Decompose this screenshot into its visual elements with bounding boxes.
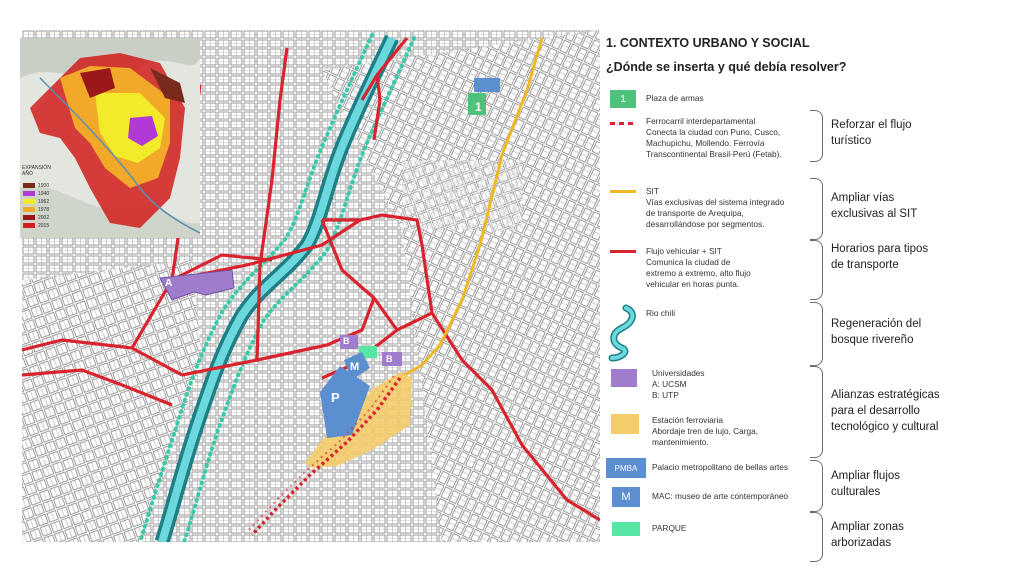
legend-univ-line-1: Universidades <box>652 368 705 378</box>
legend-univ-line-2: A: UCSM <box>652 379 687 389</box>
note-7-line-1: Ampliar zonas <box>831 521 904 533</box>
legend-rail-line-3: Machupichu, Mollendo. Ferrovía <box>646 138 765 148</box>
inset-legend-title-2: AÑO <box>22 171 33 177</box>
legend-rail-line-1: Ferrocarril interdepartamental <box>646 116 756 126</box>
legend-station-line-3: mantenimiento. <box>652 437 709 447</box>
note-5-line-3: tecnológico y cultural <box>831 421 939 433</box>
inset-year-swatch <box>23 215 35 220</box>
mac-symbol <box>612 487 640 507</box>
bracket-3 <box>810 240 823 300</box>
note-3-line-1: Horarios para tipos <box>831 243 929 255</box>
note-3-line-2: de transporte <box>831 259 899 271</box>
legend-flow-line-2: Comunica la ciudad de <box>646 257 731 267</box>
mac-symbol-text: M <box>621 490 631 503</box>
university-symbol <box>611 369 637 387</box>
bracket-5 <box>810 366 823 458</box>
inset-year-row <box>23 190 49 197</box>
page-heading: 1. CONTEXTO URBANO Y SOCIAL <box>606 36 810 50</box>
note-6 <box>831 468 900 500</box>
rail-dash-icon <box>610 122 636 125</box>
legend-sit-line-1: SIT <box>646 186 659 196</box>
station-symbol <box>611 414 639 434</box>
inset-year-row <box>23 222 49 229</box>
inset-year-swatch <box>23 191 35 196</box>
legend-flow-line-1: Flujo vehicular + SIT <box>646 246 722 256</box>
legend-sit-line-2: Vías exclusivas del sistema integrado <box>646 197 785 207</box>
inset-year-label: 1962 <box>38 198 50 205</box>
note-6-line-1: Ampliar flujos <box>831 470 901 482</box>
map-label-univ-b2: B <box>386 354 393 364</box>
note-1 <box>831 117 912 149</box>
note-1-line-2: turístico <box>831 135 872 147</box>
map-label-museum: M <box>350 361 360 373</box>
legend-station-line-2: Abordaje tren de lujo, Carga, <box>652 426 759 436</box>
legend-rail-line-4: Transcontinental Brasil-Perú (Fetab). <box>646 149 782 159</box>
map-label-palace: P <box>331 390 340 405</box>
pmba-symbol <box>606 458 646 478</box>
note-4-line-1: Regeneración del <box>831 318 922 330</box>
inset-year-row <box>23 206 49 213</box>
legend-mac-text: MAC: museo de arte contemporáneo <box>652 491 789 501</box>
legend-sit-line-4: desarrollándose por segmentos. <box>646 219 765 229</box>
inset-year-row <box>23 182 49 189</box>
bracket-2 <box>810 178 823 240</box>
note-5-line-2: para el desarrollo <box>831 405 920 417</box>
inset-year-swatch <box>23 183 35 188</box>
note-2-line-2: exclusivas al SIT <box>831 208 918 220</box>
page-subheading: ¿Dónde se inserta y qué debía resolver? <box>606 60 847 74</box>
expansion-inset-map <box>20 38 200 238</box>
parque-symbol <box>612 522 640 536</box>
note-7-line-2: arborizadas <box>831 537 892 549</box>
note-2-line-1: Ampliar vías <box>831 192 895 204</box>
note-5-line-1: Alianzas estratégicas <box>831 389 940 401</box>
inset-year-label: 2015 <box>38 222 50 229</box>
note-2 <box>831 190 917 222</box>
note-4 <box>831 316 921 348</box>
inset-year-label: 1978 <box>38 206 50 213</box>
note-3 <box>831 241 928 273</box>
inset-year-label: 1940 <box>38 190 50 197</box>
inset-year-row <box>23 214 49 221</box>
legend-parque-text: PARQUE <box>652 523 687 533</box>
flow-line-icon <box>610 250 636 253</box>
inset-year-row <box>23 198 49 205</box>
inset-year-swatch <box>23 223 35 228</box>
map-label-plaza: 1 <box>475 100 482 114</box>
legend-flow-line-3: extremo a extremo, alto flujo <box>646 268 751 278</box>
bracket-7 <box>810 512 823 562</box>
map-label-univ-a: A <box>165 278 173 289</box>
plaza-symbol-text: 1 <box>620 93 626 105</box>
legend-river-text: Rio chili <box>646 308 676 318</box>
note-1-line-1: Reforzar el flujo <box>831 119 912 131</box>
map-label-univ-b1: B <box>343 336 350 346</box>
legend-plaza-text: Plaza de armas <box>646 93 704 103</box>
inset-year-label: 1900 <box>38 182 50 189</box>
note-5 <box>831 387 940 435</box>
bracket-1 <box>810 110 823 162</box>
legend-pmba-text: Palacio metropolitano de bellas artes <box>652 462 789 472</box>
inset-year-label: 2002 <box>38 214 50 221</box>
sit-line-icon <box>610 190 636 193</box>
bracket-6 <box>810 460 823 512</box>
bracket-4 <box>810 302 823 366</box>
river-icon <box>606 304 640 362</box>
legend-univ-line-3: B: UTP <box>652 390 679 400</box>
pmba-symbol-text: PMBA <box>614 463 638 473</box>
legend-rail-line-2: Conecta la ciudad con Puno, Cusco, <box>646 127 781 137</box>
note-4-line-2: bosque rivereño <box>831 334 914 346</box>
cathedral-block <box>474 78 500 92</box>
legend-sit-line-3: de transporte de Arequipa, <box>646 208 744 218</box>
legend-station-line-1: Estación ferroviaria <box>652 415 724 425</box>
inset-year-swatch <box>23 207 35 212</box>
plaza-symbol <box>610 90 636 108</box>
note-6-line-2: culturales <box>831 486 881 498</box>
inset-year-swatch <box>23 199 35 204</box>
legend-flow-line-4: vehicular en horas punta. <box>646 279 740 289</box>
note-7 <box>831 519 904 551</box>
inset-legend-title-1: EXPANSIÓN <box>22 165 51 171</box>
